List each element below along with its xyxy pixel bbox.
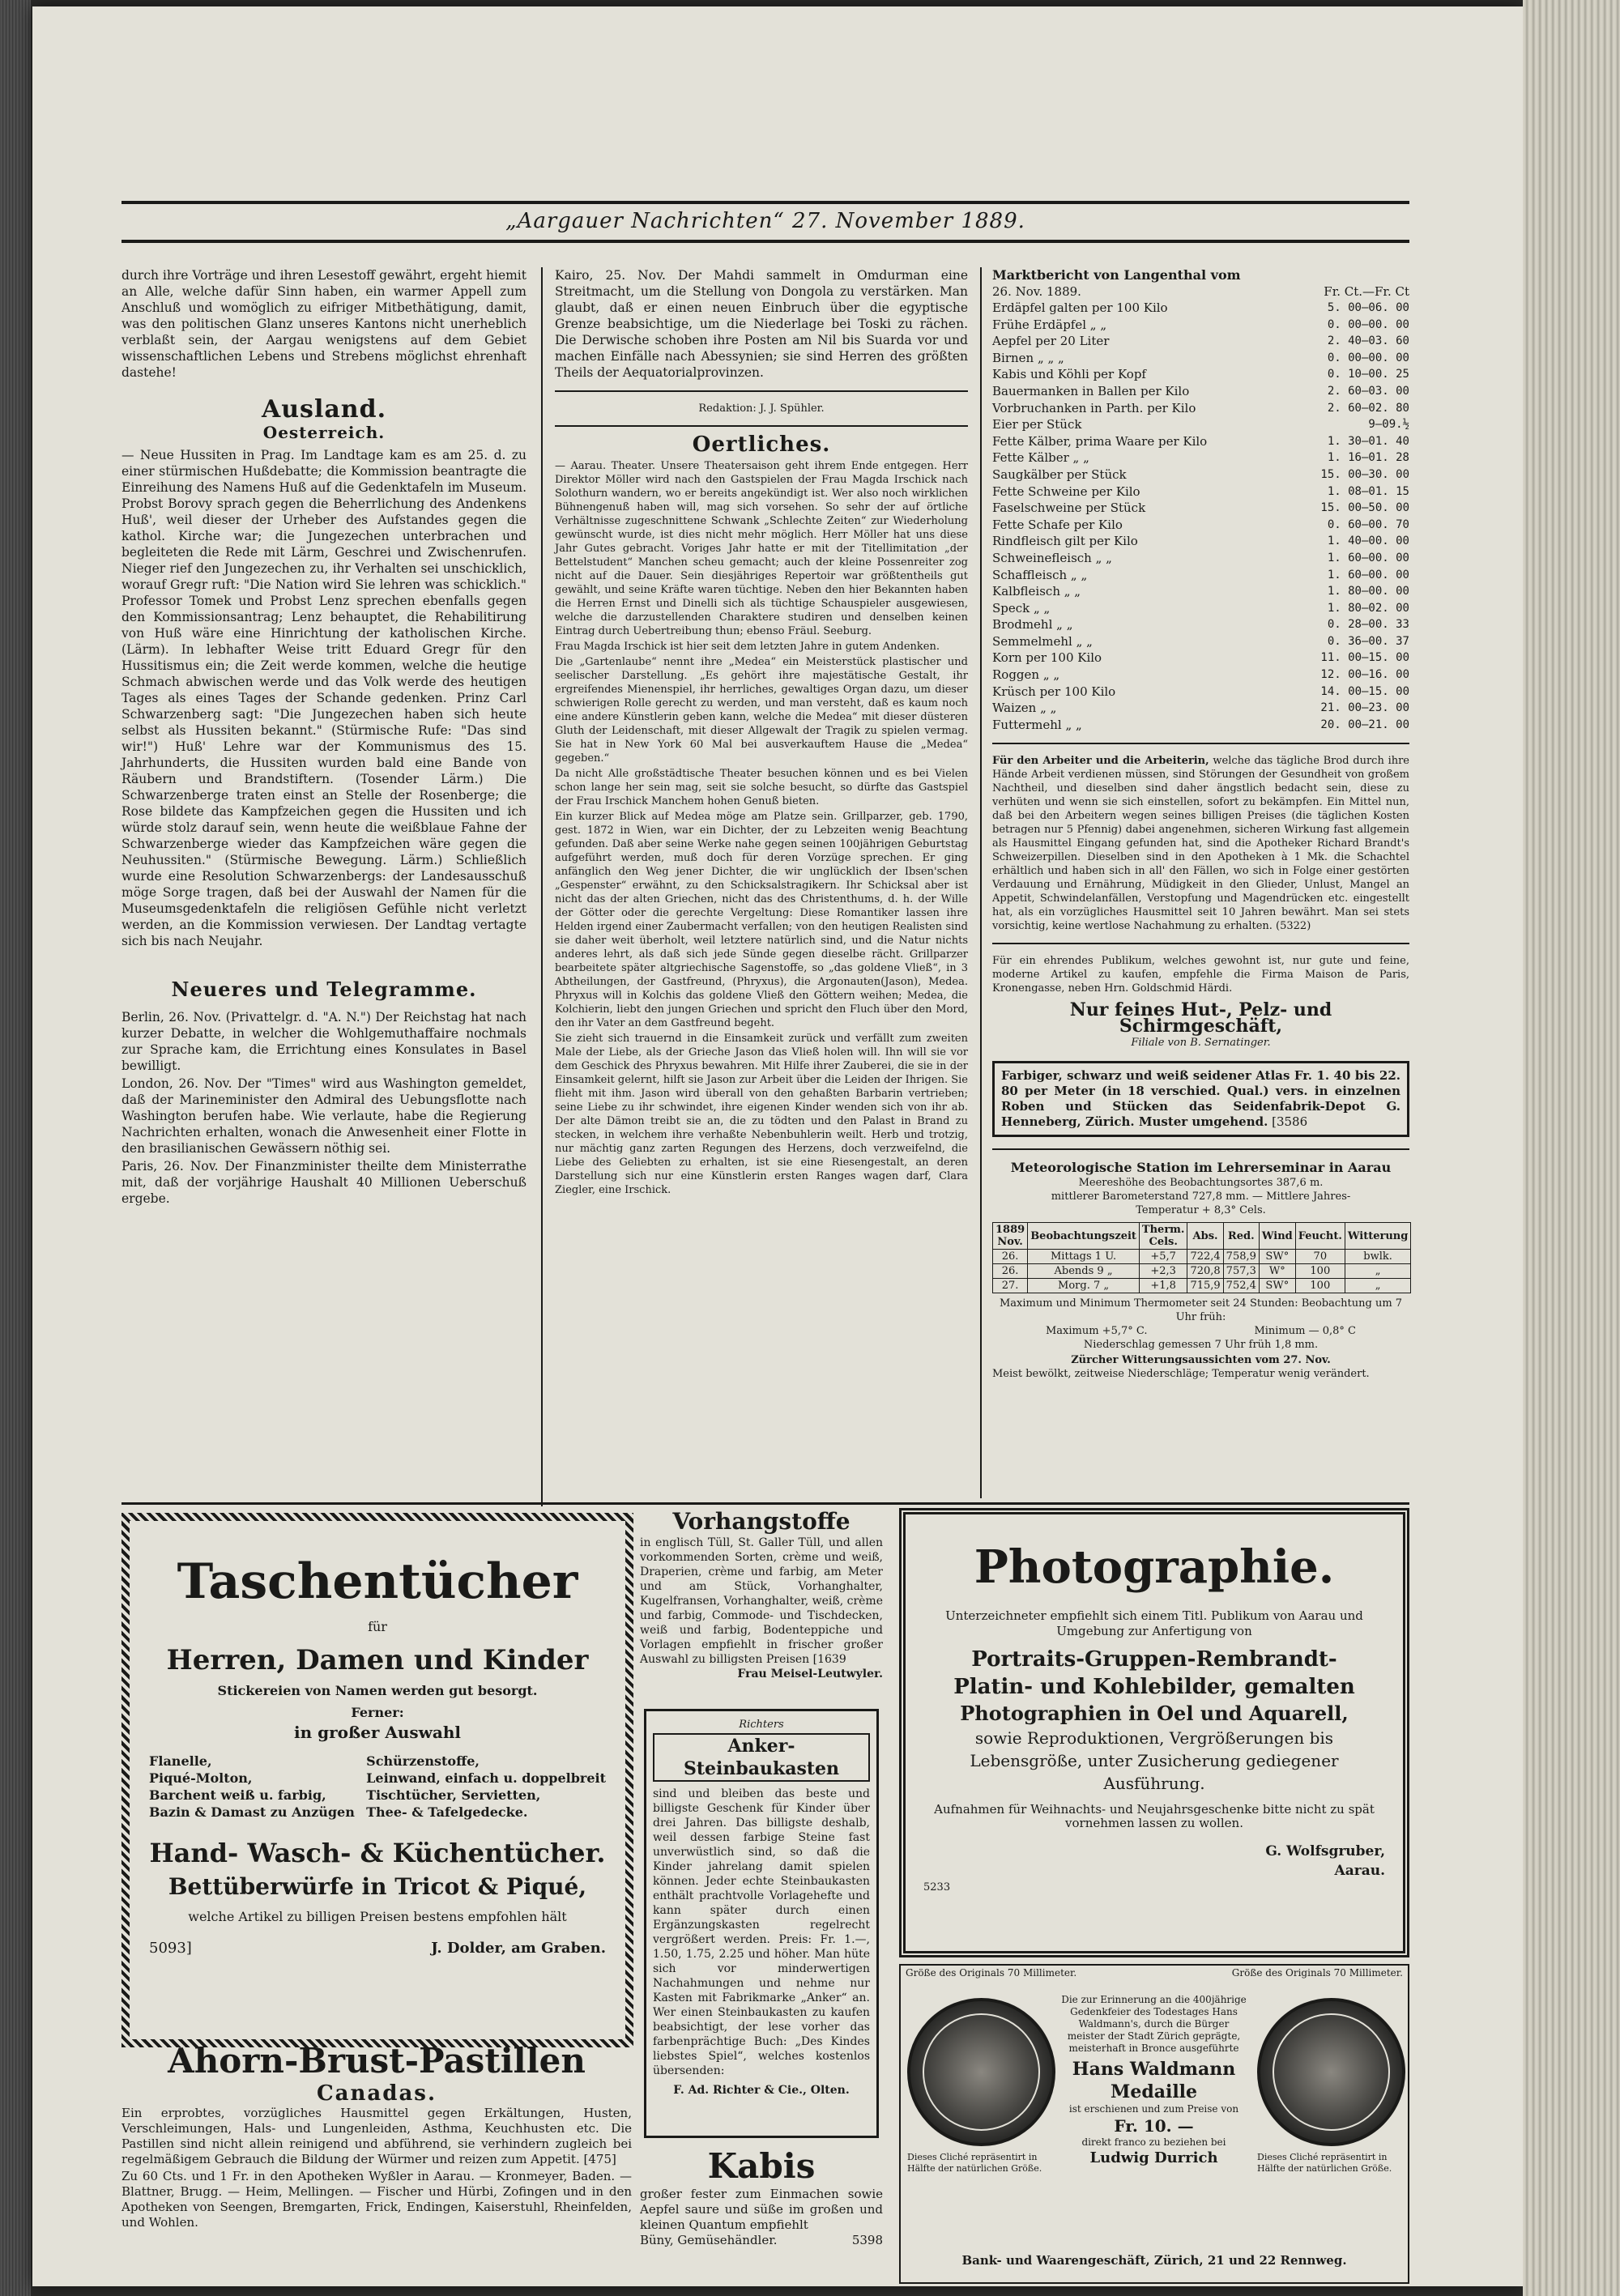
markt-item: Faselschweine per Stück — [992, 501, 1146, 516]
arbeiter-text: welche das tägliche Brod durch ihre Hände Arbeit verdienen müssen, sind Störungen der Gesundheit von großem Nachtheil, und dieselben sind daher ängstlich bedacht sein, diese zu verhüten und wenn sie sich einstellen, sofort zu bekämpfen. Ein Mittel nun, daß bei den Arbeitern wegen seines billigen Preises (die täglichen Kosten betragen nur 5 Pfennig) dabei angenehmen, sicheren Wirkung fast allgemein als Hausmittel Eingang gefunden hat, sind die Apotheker Richard Brandt's Schweizerpillen. Dieselben sind in den Apotheken à 1 Mk. die Schachtel erhältlich und haben sich in all' den Fällen, wo sich in Folge einer gestörten Verdauung und Ernährung, Müdigkeit in den Glieder, Unlust, Mangel an Appetit, Schwindelanfällen, Verstopfung und Magendrücken etc. eingestellt hat, als ein vorzügliches Hausmittel seit 10 Jahren bewährt. Man sei stets vorsichtig, keine wertlose Nachahmung zu erhalten. — [992, 755, 1410, 933]
markt-price: 0. 10—00. 25 — [1327, 368, 1409, 381]
ahorn-text2: Zu 60 Cts. und 1 Fr. in den Apotheken Wyßler in Aarau. — Kronmeyer, Baden. — Blattner, Brugg. — Heim, Mellingen. — Fischer und Hürbi, Zofingen und in den Apotheken von Seengen, Bremgarten, Frick, Endingen, Kaiserstuhl, Rheinfelden, und Wohlen. — [122, 2169, 632, 2230]
markt-price: 1. 16—01. 28 — [1327, 451, 1409, 465]
photo-line3: Photographien in Oel und Aquarell, — [960, 1702, 1349, 1725]
markt-price: 12. 00—16. 00 — [1320, 668, 1409, 682]
ads-rule — [122, 1502, 1409, 1505]
medaille-left-note: Dieses Cliché repräsentirt in Hälfte der natürlichen Größe. — [907, 2152, 1042, 2174]
kabis-text: großer fester zum Einmachen sowie Aepfel saure und süße im großen und kleinen Quantum empfiehlt — [640, 2187, 883, 2232]
met-table-body — [993, 1250, 1411, 1293]
medaille-right-caption: Größe des Originals 70 Millimeter. — [1231, 1967, 1403, 1979]
markt-price: 20. 00—21. 00 — [1320, 718, 1409, 731]
markt-item: Roggen „ „ — [992, 667, 1060, 683]
markt-row — [992, 449, 1409, 466]
taschentuecher-footer — [149, 1940, 606, 1957]
taschentuecher-signature: J. Dolder, am Graben. — [431, 1940, 606, 1957]
oertliches-paragraph: Die „Gartenlaube“ nennt ihre „Medea“ ein Meisterstück plastischer und seelischer Darstellung. „Es gehört ihre majestätische Gestalt, ihr ergreifendes Mienenspiel, ihr herrliches, gewaltiges Organ dazu, um dieser schwierigen Rolle gerecht zu werden, und man versteht, daß es kaum noch eine andere Künstlerin geben kann, welche die Medea“ mit dieser düsteren Gluth der Leidenschaft, mit dieser Allgewalt der Tragik zu spielen vermag. Sie hat in New York 60 Mal bei ausverkauftem Hause die „Medea“ gegeben.“ — [555, 656, 968, 765]
oertliches-paragraph: — Aarau. Theater. Unsere Theatersaison geht ihrem Ende entgegen. Herr Direktor Möller wird nach den Gastspielen der Frau Magda Irschick nach Solothurn wandern, wo er bereits angekündigt ist. Wer also noch wirklichen Bühnengenuß haben will, mag sich vorsehen. So sehr der auf örtliche Verhältnisse zugeschnittene Schwank „Schlechte Zeiten“ zur Wiederholung gewünscht wurde, ist dies nicht mehr möglich. Herr Möller hat uns diese Jahr Gutes gebracht. Voriges Jahr hatte er mit der Titellimitation „der Bettelstudent“ Manchen scheu gemacht; auch der kleine Possenreiter zog nicht auf die Dauer. Sein diesjähriges Repertoir war größtentheils gut gewählt, und seine Kräfte waren tüchtige. Neben den hier Bekannten haben die Herren Ernst und Dinelli sich als tüchtige Schauspieler ausgewiesen, welche die darzustellenden Charaktere studiren und denselben keinen Eintrag durch Uebertreibung thun; ebenso Fräul. Seeburg. — [555, 460, 968, 637]
taschentuecher-item: Leinwand, einfach u. doppelbreit — [366, 1770, 606, 1786]
met-cell: bwlk. — [1345, 1250, 1410, 1264]
divider — [992, 1148, 1409, 1150]
column-3 — [992, 267, 1409, 1381]
met-cell: 757,3 — [1223, 1264, 1259, 1279]
markt-unit: Fr. Ct.—Fr. Ct — [1324, 284, 1409, 299]
photo-place: Aarau. — [1334, 1863, 1385, 1879]
markt-price: 0. 60—00. 70 — [1327, 518, 1409, 531]
redaktion-line: Redaktion: J. J. Spühler. — [698, 403, 825, 415]
met-header-cell: Feucht. — [1295, 1223, 1345, 1250]
photo-line4: sowie Reproduktionen, Vergrößerungen bis Lebensgröße, unter Zusicherung gediegener Ausführung. — [970, 1728, 1339, 1793]
markt-row — [992, 717, 1409, 734]
met-cell: 70 — [1295, 1250, 1345, 1264]
markt-item: Fette Schafe per Kilo — [992, 517, 1123, 532]
medaille-right-note: Dieses Cliché repräsentirt in Hälfte der natürlichen Größe. — [1257, 2152, 1392, 2174]
met-header-cell: Beobachtungszeit — [1028, 1223, 1140, 1250]
met-rain: Niederschlag gemessen 7 Uhr früh 1,8 mm. — [1083, 1339, 1319, 1352]
markt-price: 1. 30—01. 40 — [1327, 434, 1409, 448]
met-min: Minimum — 0,8° C — [1254, 1325, 1356, 1338]
kabis-footer — [640, 2233, 883, 2248]
markt-price: 1. 40—00. 00 — [1327, 535, 1409, 548]
met-table-header — [993, 1223, 1411, 1250]
markt-row — [992, 684, 1409, 701]
arbeiter-ref: (5322) — [1276, 920, 1311, 933]
markt-row — [992, 616, 1409, 633]
oertliches-paragraph: Sie zieht sich trauernd in die Einsamkeit zurück und verfällt zum zweiten Male der Liebe, als der Grieche Jason das Vließ holen will. Ihn will sie vor dem Geschick des Phryxus bewahren. Mit Hilfe ihrer Zauberei, die sie in der Einsamkeit gelernt, hilft sie Jason zur Arbeit über die Leiden der Ihrigen. Sie flieht mit ihm. Jason wird überall von den gehaßten Barbarin vertrieben; seine Liebe zu ihr schwindet, ihre eigenen Kinder wenden sich von ihr ab. Der alte Dämon treibt sie an, die zu tödten und den Palast in Brand zu stecken, in welchem ihre verhaßte Nebenbuhlerin weilt. Herb und trotzig, nur mächtig ganz zarten Regungen des Herzens, doch verzweifelnd, die Liebe des Geliebten zu erhalten, ist sie eine Riesengestalt, an deren Darstellung sich nur eine Künstlerin ersten Ranges wagen darf, Clara Ziegler, eine Irschick. — [555, 1033, 968, 1196]
markt-row — [992, 333, 1409, 350]
medaille-text: ist erschienen und zum Preise von — [1068, 2103, 1239, 2115]
markt-row — [992, 517, 1409, 534]
met-cell: Mittags 1 U. — [1028, 1250, 1140, 1264]
medal-reverse-image — [1257, 1998, 1405, 2146]
markt-row — [992, 567, 1409, 584]
met-cell: +5,7 — [1139, 1250, 1187, 1264]
markt-item: Futtermehl „ „ — [992, 717, 1082, 732]
ahorn-text: Ein erprobtes, vorzügliches Hausmittel gegen Erkältungen, Husten, Verschleimungen, Hals- und Lungenleiden, Asthma, Keuchhusten etc. Die Pastillen sind nicht allein reinigend und abführend, sie verhindern zugleich bei regelmäßigem Gebrauch die Bildung der Würmer und reizen zum Appetit. — [122, 2106, 632, 2166]
taschentuecher-items — [149, 1753, 606, 1821]
markt-row — [992, 600, 1409, 617]
markt-price: 0. 00—00. 00 — [1327, 351, 1409, 364]
met-header-cell: Abs. — [1187, 1223, 1223, 1250]
column-rule-1 — [541, 267, 543, 1506]
markt-row — [992, 650, 1409, 667]
markt-price: 1. 08—01. 15 — [1327, 484, 1409, 498]
taschentuecher-item: Flanelle, — [149, 1753, 212, 1769]
markt-price: 1. 60—00. 00 — [1327, 551, 1409, 564]
markt-item: Frühe Erdäpfel „ „ — [992, 317, 1107, 332]
taschentuecher-item: Piqué-Molton, — [149, 1770, 253, 1786]
markt-item: Waizen „ „ — [992, 701, 1057, 716]
met-max: Maximum +5,7° C. — [1045, 1325, 1148, 1338]
markt-header — [992, 267, 1409, 283]
markt-item: Semmelmehl „ „ — [992, 633, 1093, 649]
taschentuecher-item: Thee- & Tafelgedecke. — [366, 1804, 528, 1820]
medaille-address: Bank- und Waarengeschäft, Zürich, 21 und 22 Rennweg. — [961, 2253, 1347, 2268]
markt-item: Fette Schweine per Kilo — [992, 483, 1140, 499]
taschentuecher-line3: Hand- Wasch- & Küchentücher. — [149, 1838, 606, 1868]
markt-price: 0. 36—00. 37 — [1327, 634, 1409, 648]
forecast-heading: Zürcher Witterungsaussichten vom 27. Nov. — [1071, 1354, 1331, 1367]
markt-price: 14. 00—15. 00 — [1320, 684, 1409, 698]
met-sub3: Temperatur + 8,3° Cels. — [1136, 1204, 1266, 1217]
markt-price: 0. 28—00. 33 — [1327, 618, 1409, 632]
markt-item: Fette Kälber „ „ — [992, 450, 1089, 466]
met-cell: 26. — [993, 1250, 1028, 1264]
markt-price: 5. 00—06. 00 — [1327, 301, 1409, 314]
markt-item: Erdäpfel galten per 100 Kilo — [992, 300, 1168, 315]
ahorn-ad — [122, 2041, 632, 2276]
page-stack — [1523, 0, 1620, 2296]
met-cell: 100 — [1295, 1264, 1345, 1279]
markt-item: Schweinefleisch „ „ — [992, 550, 1112, 565]
anker-pre: Richters — [739, 1719, 784, 1731]
met-cell: Morg. 7 „ — [1028, 1279, 1140, 1293]
markt-row — [992, 383, 1409, 400]
met-cell: 715,9 — [1187, 1279, 1223, 1293]
oertliches-heading: Oertliches. — [692, 432, 831, 457]
vorhang-title: Vorhangstoffe — [672, 1508, 850, 1535]
markt-item: Eier per Stück — [992, 417, 1082, 432]
met-heading: Meteorologische Station im Lehrerseminar in Aarau — [1010, 1160, 1392, 1176]
kabis-signature: Büny, Gemüsehändler. — [640, 2233, 778, 2247]
photo-line2: Platin- und Kohlebilder, gemalten — [953, 1675, 1355, 1699]
met-cell: 27. — [993, 1279, 1028, 1293]
medaille-text2: direkt franco zu beziehen bei — [1081, 2136, 1226, 2148]
medaille-title2: Medaille — [1110, 2081, 1198, 2102]
markt-item: Vorbruchanken in Parth. per Kilo — [992, 400, 1196, 415]
met-cell: Abends 9 „ — [1028, 1264, 1140, 1279]
oesterreich-article: — Neue Hussiten in Prag. Im Landtage kam es am 25. d. zu einer stürmischen Hußdebatte; die Kommission beantragte die Einreihung des Namens Huß auf die Gedenktafeln im Museum. Probst Borovy sprach gegen die Beherrlichung des Andenkens Huß', weil dieser der Urheber des Aufstandes gegen die kathol. Kirche war; die Jungezechen unterbrachen und begleiteten die Rede mit Lärm, Geschrei und Zwischenrufen. Nieger rief den Jungezechen zu, ihr Verhalten sei unschicklich, worauf Gregr ruft: "Die Nation wird Sie lehren was schicklich." Professor Tomek und Probst Lenz sprechen ebenfalls gegen den Kommissionsantrag; Lenz behauptet, die Rehabilitirung von Huß wäre eine Hinrichtung der katholischen Kirche. (Lärm). In lebhafter Weise tritt Eduard Gregr für den Hussitismus ein; die Zeit werde kommen, welche die heutige Schmach abwischen werde und das Volk werde des heutigen Tages als eines Tages der Schande gedenken. Prinz Carl Schwarzenberg sagt: "Die Jungezechen haben sich heute selbst als Hussiten bekannt." (Stürmische Rufe: "Das sind wir!") Huß' Lehre war der Kommunismus des 15. Jahrhunderts, die Hussiten wurden bald eine Bande von Räubern und Brandstiftern. (Tosender Lärm.) Die Schwarzenberge traten einst an Stelle der Rosenberge; die Rose bildete das Kampfzeichen gegen die Hussiten und ich würde stolz darauf sein, wenn heute die weißblaue Fahne der Schwarzenberge wieder das Kampfzeichen wäre gegen die Neuhussiten." (Stürmische Bewegung. Lärm.) Schließlich wurde eine Resolution Schwarzenbergs: der Landesausschuß möge Sorge tragen, daß bei der Auswahl der Namen für die Museumsgedenktafeln die religiösen Gefühle nicht verletzt werden, an die Kommission verwiesen. Der Landtag vertagte sich bis nach Neujahr. — [122, 448, 526, 948]
taschentuecher-fuer: für — [368, 1619, 387, 1634]
met-header-cell: 1889 Nov. — [993, 1223, 1028, 1250]
met-cell: 752,4 — [1223, 1279, 1259, 1293]
medaille-intro: Die zur Erinnerung an die 400jährige Gedenkfeier des Todestages Hans Waldmann's, durch die Bürger meister der Stadt Zürich geprägte, meisterhaft in Bronce ausgeführte — [1061, 1994, 1247, 2054]
markt-item: Saugkälber per Stück — [992, 466, 1127, 482]
met-cell: +1,8 — [1139, 1279, 1187, 1293]
markt-item: Krüsch per 100 Kilo — [992, 684, 1116, 699]
photo-intro: Unterzeichneter empfiehlt sich einem Titl. Publikum von Aarau und Umgebung zur Anfertigung von — [945, 1608, 1363, 1638]
divider — [555, 390, 968, 392]
markt-item: Schaffleisch „ „ — [992, 567, 1088, 582]
oertliches-paragraph: Da nicht Alle großstädtische Theater besuchen können und es bei Vielen schon lange her sein mag, seit sie solche besucht, so dürfte das Gastspiel der Frau Irschick Manchem hohen Genuß bieten. — [555, 768, 968, 807]
medaille-seller: Ludwig Durrich — [1089, 2149, 1218, 2166]
ahorn-title: Ahorn-Brust-Pastillen — [168, 2041, 586, 2081]
taschentuecher-item: Barchent weiß u. farbig, — [149, 1787, 326, 1803]
markt-price: 21. 00—23. 00 — [1320, 701, 1409, 715]
markt-row — [992, 433, 1409, 450]
forecast-text: Meist bewölkt, zeitweise Niederschläge; Temperatur wenig verändert. — [992, 1368, 1370, 1381]
taschentuecher-item: Tischtücher, Servietten, — [366, 1787, 541, 1803]
markt-date-row — [992, 283, 1409, 300]
markt-heading: Marktbericht von Langenthal vom — [992, 267, 1241, 283]
markt-list — [992, 300, 1409, 733]
vorhang-ad — [640, 1508, 883, 1702]
met-cell: „ — [1345, 1264, 1410, 1279]
taschentuecher-line5: welche Artikel zu billigen Preisen bestens empfohlen hält — [188, 1909, 567, 1924]
met-cell: 758,9 — [1223, 1250, 1259, 1264]
markt-row — [992, 300, 1409, 317]
masthead-rule-bottom — [122, 240, 1409, 243]
telegram-paris: Paris, 26. Nov. Der Finanzminister theilte dem Ministerrathe mit, daß der vorjährige Haushalt 40 Millionen Ueberschuß ergebe. — [122, 1159, 526, 1206]
divider — [992, 743, 1409, 744]
markt-row — [992, 550, 1409, 567]
taschentuecher-ref: 5093] — [149, 1940, 192, 1957]
taschentuecher-line2: Stickereien von Namen werden gut besorgt. — [217, 1683, 538, 1698]
met-sub1: Meereshöhe des Beobachtungsortes 387,6 m. — [1078, 1177, 1324, 1190]
met-header-cell: Wind — [1259, 1223, 1295, 1250]
taschentuecher-title: Taschentücher — [177, 1553, 578, 1610]
met-row — [993, 1279, 1411, 1293]
met-cell: SW° — [1259, 1279, 1295, 1293]
markt-row — [992, 633, 1409, 650]
met-minmax — [992, 1324, 1409, 1338]
markt-row — [992, 366, 1409, 383]
oesterreich-heading: Oesterreich. — [262, 423, 386, 442]
markt-price: 1. 60—00. 00 — [1327, 568, 1409, 581]
photo-signature: G. Wolfsgruber, — [1265, 1843, 1385, 1859]
markt-item: Aepfel per 20 Liter — [992, 334, 1110, 349]
markt-price: 0. 00—00. 00 — [1327, 317, 1409, 331]
photo-line1: Portraits-Gruppen-Rembrandt- — [971, 1647, 1337, 1672]
markt-item: Fette Kälber, prima Waare per Kilo — [992, 433, 1208, 449]
markt-item: Speck „ „ — [992, 600, 1051, 616]
masthead-rule-top — [122, 201, 1409, 204]
kabis-title: Kabis — [707, 2146, 816, 2186]
medaille-title: Hans Waldmann — [1072, 2059, 1236, 2080]
markt-row — [992, 317, 1409, 334]
vorhang-text: in englisch Tüll, St. Galler Tüll, und allen vorkommenden Sorten, crème und weiß, Draperien, crème und farbig, am Meter und am Stück, Vorhanghalter, Kugelfransen, Vorhanghalter, weiß, crème und farbig, Commode- und Tischdecken, weiß und farbig, Bodenteppiche und Vorlagen empfiehlt in frischer großer Auswahl zu billigsten Preisen — [640, 1536, 883, 1666]
huete-sub: Filiale von B. Sernatinger. — [1131, 1037, 1271, 1050]
markt-price: 9—09.½ — [1368, 418, 1409, 432]
kairo-article: Kairo, 25. Nov. Der Mahdi sammelt in Omdurman eine Streitmacht, um die Stellung von Dongola zu verstärken. Man glaubt, daß er einen neuen Einbruch über die egyptische Grenze beabsichtige, um die Niederlage bei Toski zu rächen. Die Derwische schoben ihre Posten am Nil bis Suarda vor und machen Einfälle nach Abessynien; sie sind Herren des größten Theils der Aequatorialprovinzen. — [555, 268, 968, 380]
markt-row — [992, 583, 1409, 600]
met-table — [992, 1222, 1411, 1293]
arbeiter-heading: Für den Arbeiter und die Arbeiterin, — [992, 755, 1209, 768]
met-cell: 722,4 — [1187, 1250, 1223, 1264]
huete-intro: Für ein ehrendes Publikum, welches gewohnt ist, nur gute und feine, moderne Artikel zu kaufen, empfehle die Firma Maison de Paris, Kronengasse, neben Hrn. Goldschmid Härdi. — [992, 955, 1409, 995]
markt-price: 1. 80—02. 00 — [1327, 601, 1409, 615]
photo-title: Photographie. — [974, 1540, 1335, 1594]
ahorn-ref: [475] — [583, 2152, 616, 2166]
markt-price: 2. 40—03. 60 — [1327, 334, 1409, 348]
met-cell: W° — [1259, 1264, 1295, 1279]
huete-heading: Nur feines Hut-, Pelz- und Schirmgeschäft, — [1069, 999, 1332, 1037]
photo-ad — [899, 1508, 1409, 1957]
taschentuecher-ferner: Ferner: — [351, 1705, 404, 1720]
markt-item: Bauermanken in Ballen per Kilo — [992, 383, 1190, 398]
markt-item: Kabis und Köhli per Kopf — [992, 367, 1146, 382]
markt-price: 2. 60—02. 80 — [1327, 401, 1409, 415]
taschentuecher-auswahl: in großer Auswahl — [293, 1723, 461, 1742]
markt-item: Kalbfleisch „ „ — [992, 584, 1081, 599]
met-row — [993, 1250, 1411, 1264]
met-cell: „ — [1345, 1279, 1410, 1293]
telegramme-heading: Neueres und Telegramme. — [171, 978, 477, 1001]
medaille-captions — [901, 1966, 1408, 1980]
masthead: „Aargauer Nachrichten“ 27. November 1889. — [505, 209, 1025, 233]
taschentuecher-ad — [122, 1513, 633, 2047]
vorhang-signature: Frau Meisel-Leutwyler. — [737, 1668, 883, 1680]
markt-price: 1. 80—00. 00 — [1327, 585, 1409, 598]
markt-row — [992, 667, 1409, 684]
taschentuecher-left-list — [149, 1753, 355, 1821]
taschentuecher-line1: Herren, Damen und Kinder — [166, 1644, 589, 1676]
markt-date: 26. Nov. 1889. — [992, 284, 1081, 299]
markt-row — [992, 400, 1409, 417]
intro-paragraph: durch ihre Vorträge und ihren Lesestoff gewährt, ergeht hiemit an Alle, welche dafür Sinn haben, ein warmer Appell zum Anschluß und womöglich zu eifriger Mitbethätigung, damit, was den politischen Glanz unseres Kantons nicht unerheblich verblaßt sein, der Aargau wenigstens auf dem Gebiet wissenschaftlichen Lebens und Strebens möglichst ehrenhaft dastehe! — [122, 268, 526, 380]
column-1 — [122, 267, 526, 1208]
kabis-ref: 5398 — [851, 2233, 883, 2247]
markt-item: Rindfleisch gilt per Kilo — [992, 534, 1138, 549]
anker-title: Anker-Steinbaukasten — [653, 1733, 870, 1782]
met-sub2: mittlerer Barometerstand 727,8 mm. — Mittlere Jahres- — [1051, 1191, 1351, 1203]
markt-row — [992, 533, 1409, 550]
seide-ad — [992, 1061, 1409, 1137]
markt-row — [992, 700, 1409, 717]
ausland-heading: Ausland. — [261, 395, 387, 424]
column-2 — [555, 267, 968, 1199]
taschentuecher-item: Bazin & Damast zu Anzügen — [149, 1804, 355, 1820]
markt-price: 15. 00—50. 00 — [1320, 501, 1409, 515]
markt-price: 2. 60—03. 00 — [1327, 384, 1409, 398]
divider — [555, 425, 968, 427]
oertliches-paragraph: Ein kurzer Blick auf Medea möge am Platze sein. Grillparzer, geb. 1790, gest. 1872 in Wien, war ein Dichter, der zu Lebzeiten wenig Beachtung gefunden. Daß aber seine Werke nahe gegen seinen 100jährigen Geburtstag aufgeführt werden, muß doch für deren Vorzüge sprechen. Er ging anfänglich den Weg jener Dichter, die wir unglücklich der Ibsen'schen „Gespenster“ erwähnt, zu den Schicksalstragikern. Ihr Schicksal aber ist nicht das der alten Griechen, nicht das des Christenthums, d. h. der Wille der Götter oder die gerechte Vergeltung: Diese Romantiker lassen ihre Helden irgend einer Zaubermacht verfallen; von den heutigen Realisten sind sie daher weit überholt, weil letztere natürlich sind, und die Natur nichts anderes lehrt, als daß sich jede Sünde gegen dieselbe rächt. Grillparzer bearbeitete später altgriechische Sagenstoffe, so „das goldene Vließ“, in 3 Abtheilungen, der Gastfreund, (Phryxus), die Argonauten(Jason), Medea. Phryxus will in Kolchis das goldene Vließ den Göttern weihen; Medea, die Kolchierin, liebt den jungen Griechen und spricht den Fluch über den Mord, den ihr Vater an dem Gastfreund begeht. — [555, 811, 968, 1029]
met-row — [993, 1264, 1411, 1279]
taschentuecher-item: Schürzenstoffe, — [366, 1753, 480, 1769]
taschentuecher-right-list — [366, 1753, 606, 1821]
anker-signature: F. Ad. Richter & Cie., Olten. — [673, 2084, 850, 2097]
met-cell: 100 — [1295, 1279, 1345, 1293]
ahorn-sub: Canadas. — [316, 2081, 437, 2106]
met-cell: 720,8 — [1187, 1264, 1223, 1279]
markt-row — [992, 350, 1409, 367]
markt-item: Brodmehl „ „ — [992, 617, 1073, 633]
photo-ref: 5233 — [923, 1881, 951, 1893]
page-left-edge — [0, 0, 31, 2296]
met-extremes: Maximum und Minimum Thermometer seit 24 Stunden: Beobachtung um 7 Uhr früh: — [999, 1297, 1403, 1324]
markt-price: 11. 00—15. 00 — [1320, 651, 1409, 665]
markt-item: Korn per 100 Kilo — [992, 650, 1102, 666]
markt-price: 15. 00—30. 00 — [1320, 467, 1409, 481]
markt-row — [992, 416, 1409, 433]
met-header-cell: Witterung — [1345, 1223, 1410, 1250]
anker-ad — [644, 1709, 879, 2138]
kabis-ad — [640, 2146, 883, 2280]
met-header-cell: Therm. Cels. — [1139, 1223, 1187, 1250]
oertliches-paragraph: Frau Magda Irschick ist hier seit dem letzten Jahre in gutem Andenken. — [555, 641, 940, 653]
divider — [992, 943, 1409, 944]
markt-row — [992, 483, 1409, 501]
met-header-cell: Red. — [1223, 1223, 1259, 1250]
met-cell: SW° — [1259, 1250, 1295, 1264]
met-cell: +2,3 — [1139, 1264, 1187, 1279]
column-rule-2 — [980, 267, 982, 1498]
vorhang-ref: [1639 — [812, 1653, 846, 1666]
telegram-london: London, 26. Nov. Der "Times" wird aus Washington gemeldet, daß der Marineminister den Admiral des Uebungsflotte nach Washington berufen habe. Wie verlaute, habe die Regierung Nachrichten erhalten, wonach die Anwesenheit einer Flotte in den brasilianischen Gewässern nöthig sei. — [122, 1076, 526, 1156]
medaille-left-caption: Größe des Originals 70 Millimeter. — [906, 1967, 1077, 1979]
met-cell: 26. — [993, 1264, 1028, 1279]
telegram-berlin: Berlin, 26. Nov. (Privattelgr. d. "A. N.") Der Reichstag hat nach kurzer Debatte, in welcher die Wohlgemuthaffaire nochmals zur Sprache kam, die Errichtung eines Konsulates in Basel bewilligt. — [122, 1010, 526, 1073]
markt-item: Birnen „ „ „ — [992, 350, 1064, 365]
medal-obverse-image — [907, 1998, 1055, 2146]
markt-row — [992, 466, 1409, 483]
photo-line5: Aufnahmen für Weihnachts- und Neujahrsgeschenke bitte nicht zu spät vornehmen lassen zu wollen. — [934, 1802, 1375, 1830]
seide-ref: [3586 — [1272, 1114, 1308, 1130]
medaille-price: Fr. 10. — — [1114, 2116, 1194, 2136]
medaille-ad — [899, 1964, 1409, 2284]
markt-row — [992, 500, 1409, 517]
taschentuecher-line4: Bettüberwürfe in Tricot & Piqué, — [168, 1873, 587, 1900]
seide-text: Farbiger, schwarz und weiß seidener Atlas Fr. 1. 40 bis 22. 80 per Meter (in 18 verschied. Qual.) vers. in einzelnen Roben und Stücken das Seidenfabrik-Depot G. Henneberg, Zürich. Muster umgehend. — [1001, 1068, 1400, 1130]
anker-text: sind und bleiben das beste und billigste Geschenk für Kinder über drei Jahren. Das billigste deshalb, weil dessen farbige Steine fast unverwüstlich sind, so daß die Kinder jahrelang damit spielen können. Jeder echte Steinbaukasten enthält prachtvolle Vorlagehefte und kann später durch einen Ergänzungskasten regelrecht vergrößert werden. Preis: Fr. 1.—, 1.50, 1.75, 2.25 und höher. Man hüte sich vor minderwertigen Nachahmungen und nehme nur Kasten mit Fabrikmarke „Anker“ an. Wer einen Steinbaukasten zu kaufen beabsichtigt, der lese vorher das farbenprächtige Buch: „Des Kindes liebstes Spiel“, welches kostenlos übersenden: — [653, 1787, 870, 2077]
